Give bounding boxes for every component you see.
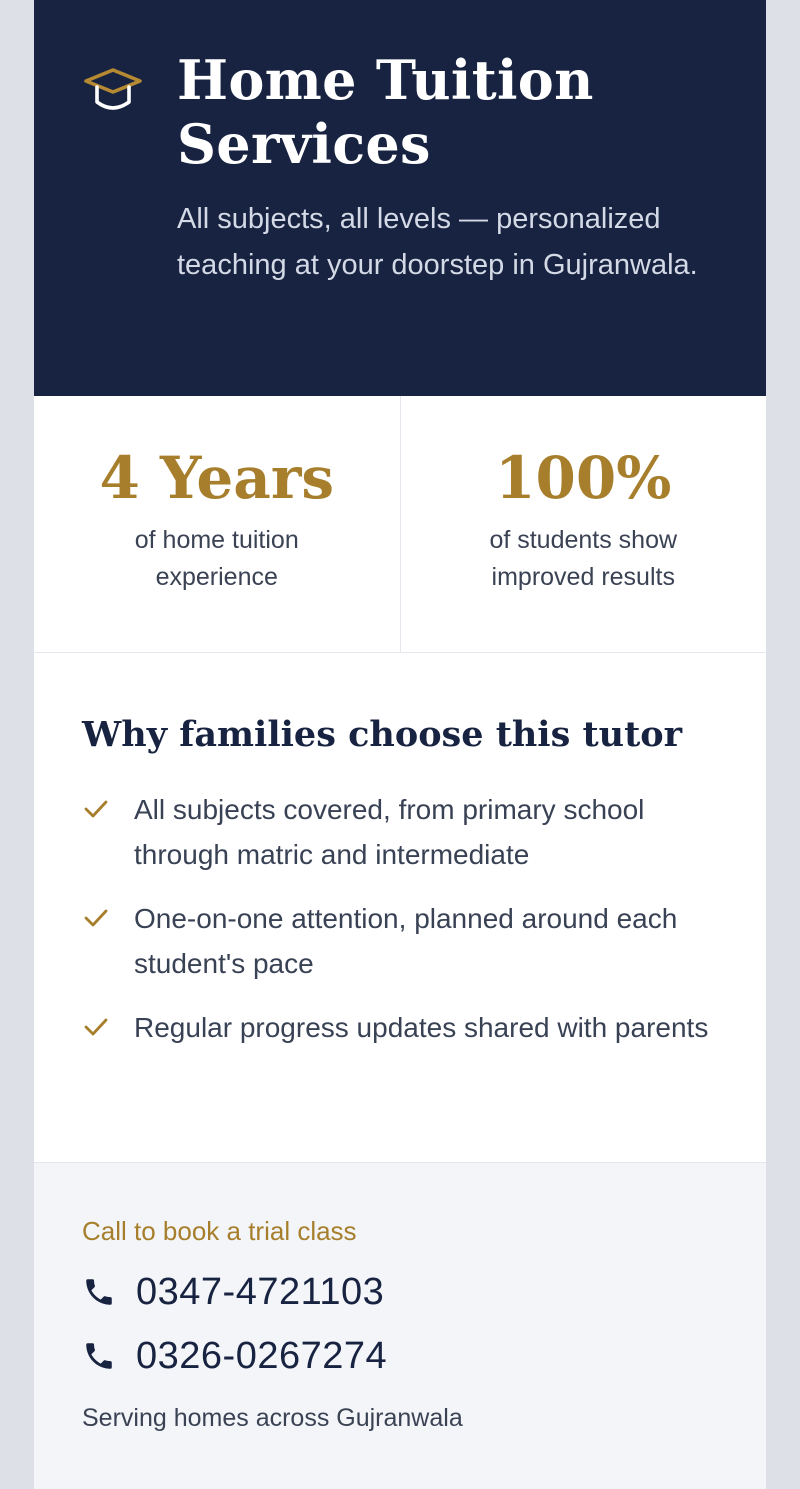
why-section (34, 653, 766, 1163)
phone-number[interactable]: 0326-0267274 (136, 1335, 388, 1377)
stat-experience (34, 396, 400, 652)
phone-link-2[interactable] (82, 1333, 718, 1379)
phone-icon (82, 1275, 116, 1309)
stat-results (400, 396, 767, 652)
list-item (82, 787, 718, 877)
graduation-cap-icon (82, 64, 144, 116)
stat-value: 100% (495, 444, 672, 512)
list-item-text: One-on-one attention, planned around each student's pace (134, 903, 678, 979)
list-item (82, 896, 718, 986)
phone-number[interactable]: 0347-4721103 (136, 1271, 385, 1313)
contact-cta: Call to book a trial class (82, 1216, 357, 1246)
check-icon (82, 1013, 110, 1041)
stat-label: of students show improved results (489, 526, 678, 591)
list-item-text: Regular progress updates shared with parents (134, 1012, 709, 1043)
list-item (82, 1005, 718, 1050)
check-icon (82, 904, 110, 932)
list-item-text: All subjects covered, from primary school through matric and intermediate (134, 794, 645, 870)
check-icon (82, 795, 110, 823)
phone-icon (82, 1339, 116, 1373)
why-heading: Why families choose this tutor (82, 714, 683, 755)
stat-value: 4 Years (99, 444, 335, 512)
tuition-card (34, 0, 766, 1489)
service-area: Serving homes across Gujranwala (82, 1404, 463, 1432)
phone-link-1[interactable] (82, 1269, 718, 1315)
hero-header (34, 0, 766, 396)
stat-label: of home tuition experience (134, 526, 299, 591)
stats-section (34, 396, 766, 653)
benefits-list (82, 787, 718, 1050)
page-title: Home Tuition Services (177, 48, 594, 176)
page-subtitle: All subjects, all levels — personalized teaching at your doorstep in Gujranwala. (177, 203, 698, 281)
contact-section (34, 1163, 766, 1489)
